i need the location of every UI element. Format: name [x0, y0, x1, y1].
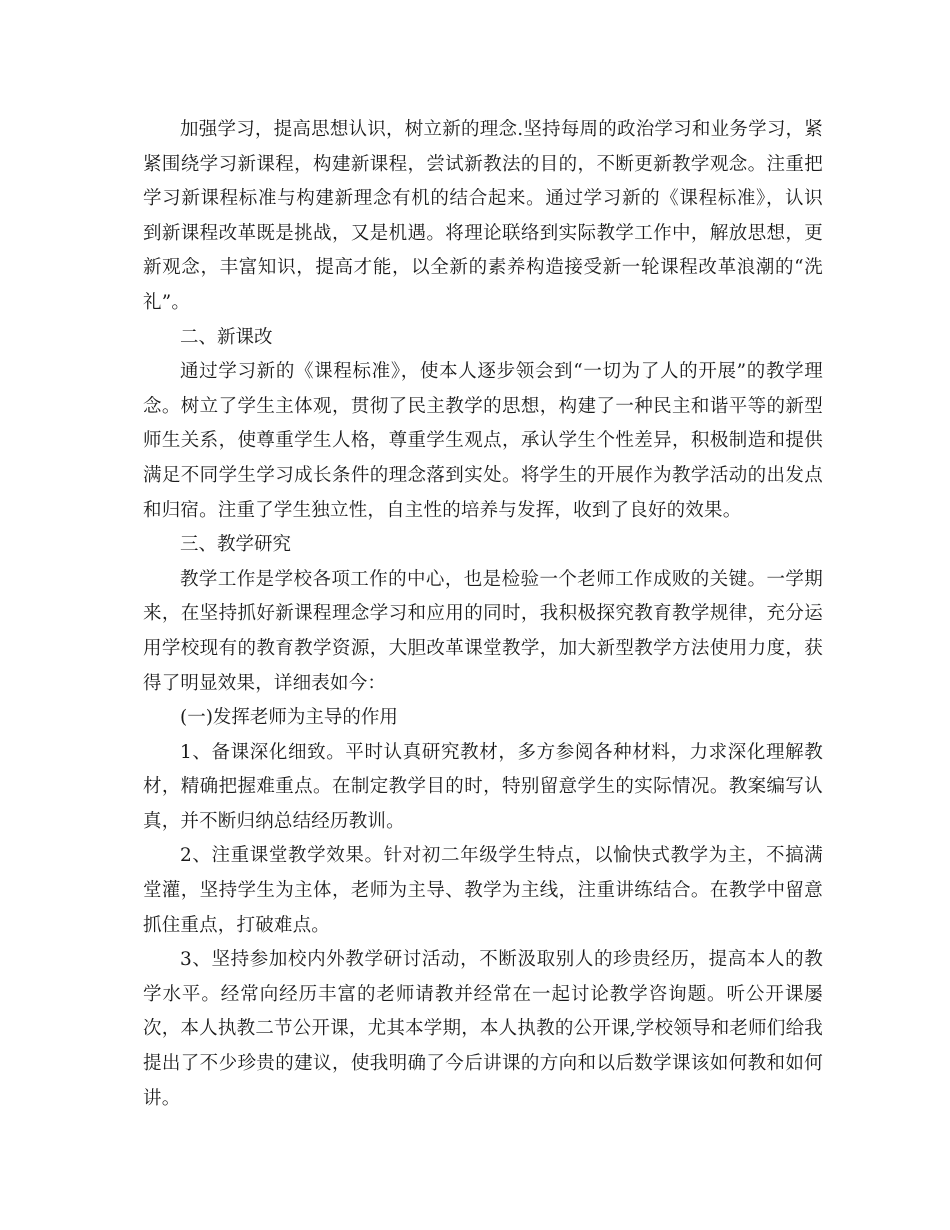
paragraph-item-2: 2、注重课堂教学效果。针对初二年级学生特点，以愉快式教学为主，不搞满堂灌，坚持学生为主体，老师为主导、教学为主线，注重讲练结合。在教学中留意抓住重点，打破难点。: [143, 845, 823, 936]
section-heading-new-curriculum: 二、新课改: [180, 326, 273, 348]
paragraph-item-3: 3、坚持参加校内外教学研讨活动，不断汲取别人的珍贵经历，提高本人的教学水平。经常向经历丰富的老师请教并经常在一起讨论教学咨询题。听公开课屡次，本人执教二节公开课，尤其本学期，本人执教的公开课,学校领导和老师们给我提出了不少珍贵的建议，使我明确了今后讲课的方向和以后数学课该如何教和如何讲。: [143, 949, 823, 1109]
subsection-heading-teacher-role: (一)发挥老师为主导的作用: [180, 707, 398, 729]
paragraph-teaching-research: 教学工作是学校各项工作的中心，也是检验一个老师工作成败的关键。一学期来，在坚持抓好新课程理念学习和应用的同时，我积极探究教育教学规律，充分运用学校现有的教育教学资源，大胆改革课堂教学，加大新型教学方法使用力度，获得了明显效果，详细表如今：: [143, 568, 823, 694]
document-body: [143, 113, 823, 1116]
paragraph-study: 加强学习，提高思想认识，树立新的理念.坚持每周的政治学习和业务学习，紧紧围绕学习新课程，构建新课程，尝试新教法的目的，不断更新教学观念。注重把学习新课程标准与构建新理念有机的结合起来。通过学习新的《课程标准》，认识到新课程改革既是挑战，又是机遇。将理论联络到实际教学工作中，解放思想，更新观念，丰富知识，提高才能，以全新的素养构造接受新一轮课程改革浪潮的“洗礼”。: [143, 119, 823, 313]
section-heading-teaching-research: 三、教学研究: [180, 534, 292, 556]
paragraph-new-curriculum: 通过学习新的《课程标准》，使本人逐步领会到“一切为了人的开展”的教学理念。树立了学生主体观，贯彻了民主教学的思想，构建了一种民主和谐平等的新型师生关系，使尊重学生人格，尊重学生观点，承认学生个性差异，积极制造和提供满足不同学生学习成长条件的理念落到实处。将学生的开展作为教学活动的出发点和归宿。注重了学生独立性，自主性的培养与发挥，收到了良好的效果。: [143, 361, 823, 521]
paragraph-item-1: 1、备课深化细致。平时认真研究教材，多方参阅各种材料，力求深化理解教材，精确把握难重点。在制定教学目的时，特别留意学生的实际情况。教案编写认真，并不断归纳总结经历教训。: [143, 741, 823, 832]
